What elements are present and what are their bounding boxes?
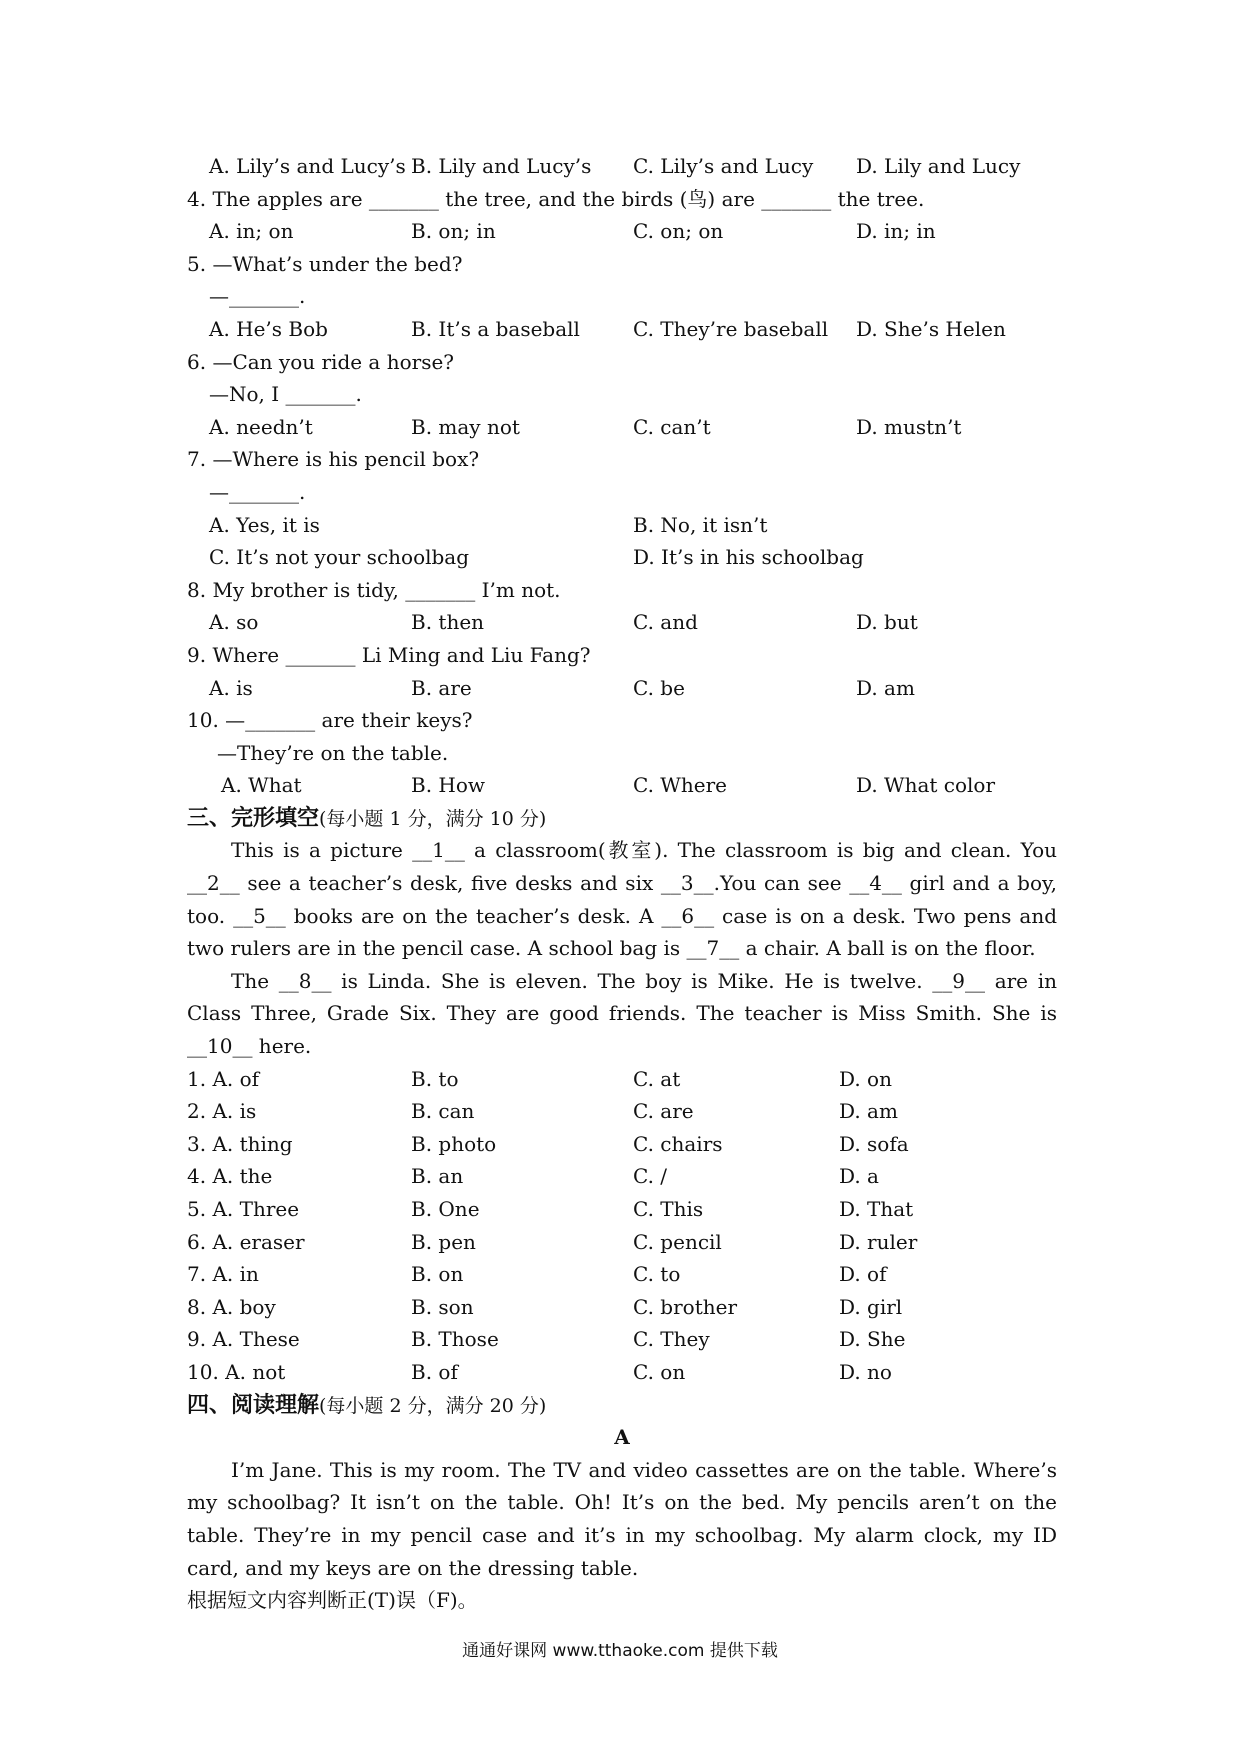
option-b: B. son xyxy=(411,1294,474,1319)
q8-options xyxy=(187,606,1057,639)
option-c: C. and xyxy=(633,610,698,635)
option-a: 8. A. boy xyxy=(187,1294,276,1319)
option-b: B. on xyxy=(411,1262,464,1287)
option-a: A. needn’t xyxy=(209,414,313,439)
option-b: B. Lily and Lucy’s xyxy=(411,154,592,178)
option-b: B. an xyxy=(411,1164,464,1189)
cloze-option-row xyxy=(187,1291,1057,1324)
option-d: D. am xyxy=(839,1099,898,1124)
cloze-option-row xyxy=(187,1128,1057,1161)
section4-heading xyxy=(187,1389,1057,1422)
option-a: 9. A. These xyxy=(187,1327,300,1352)
option-d: D. a xyxy=(839,1164,879,1189)
option-c: C. It’s not your schoolbag xyxy=(209,545,470,570)
option-a: A. is xyxy=(209,675,253,700)
option-b: B. It’s a baseball xyxy=(411,316,580,341)
option-d: D. What color xyxy=(856,773,996,798)
option-c: C. on; on xyxy=(633,219,724,244)
q10-answer-line xyxy=(187,737,1057,770)
option-d: D. ruler xyxy=(839,1229,918,1254)
q7-options-cd xyxy=(187,541,1057,574)
option-a: 2. A. is xyxy=(187,1099,257,1124)
option-d: D. It’s in his schoolbag xyxy=(633,545,864,570)
option-c: C. Lily’s and Lucy xyxy=(633,154,814,178)
option-a: 6. A. eraser xyxy=(187,1229,305,1254)
option-b: B. No, it isn’t xyxy=(633,512,768,537)
cloze-options xyxy=(187,1063,1057,1389)
option-c: C. pencil xyxy=(633,1229,722,1254)
option-d: D. am xyxy=(856,675,915,700)
option-a: 10. A. not xyxy=(187,1359,286,1384)
q6-answer-line xyxy=(187,378,1057,411)
q6-stem: 6. —Can you ride a horse? xyxy=(187,349,455,374)
option-b: B. photo xyxy=(411,1131,497,1156)
reading-paragraph: I’m Jane. This is my room. The TV and video cassettes are on the table. Where’s my schoolbag? It isn’t on the table. Oh! It’s on the bed. My pencils aren’t on the table. They’re in my pencil case and it’s in my schoolbag. My alarm clock, my ID card, and my keys are on the dressing table. xyxy=(187,1457,1057,1580)
option-d: D. girl xyxy=(839,1294,903,1319)
footer: 通通好课网 www.tthaoke.com 提供下载 xyxy=(462,1641,778,1661)
answer-line: —No, I _______. xyxy=(209,382,362,407)
q5-stem: 5. —What’s under the bed? xyxy=(187,251,463,276)
cloze-option-row xyxy=(187,1323,1057,1356)
option-d: D. but xyxy=(856,610,918,635)
q5-options xyxy=(187,313,1057,346)
q10-stem: 10. —_______ are their keys? xyxy=(187,708,473,733)
q4-options xyxy=(187,215,1057,248)
q7-answer-line xyxy=(187,476,1057,509)
option-c: C. This xyxy=(633,1197,704,1221)
option-c: C. to xyxy=(633,1262,681,1287)
answer-line: —_______. xyxy=(209,284,306,309)
q5-answer-line xyxy=(187,280,1057,313)
q7-stem: 7. —Where is his pencil box? xyxy=(187,447,480,472)
exam-page xyxy=(187,150,1057,1617)
option-d: D. in; in xyxy=(856,219,936,244)
option-d: D. She’s Helen xyxy=(856,316,1006,341)
option-c: C. chairs xyxy=(633,1131,723,1156)
option-b: B. on; in xyxy=(411,219,496,244)
option-c: C. are xyxy=(633,1099,694,1124)
section-note: (每小题 1 分，满分 10 分) xyxy=(319,807,547,830)
q3-options xyxy=(187,150,1057,183)
option-a: 1. A. of xyxy=(187,1066,260,1091)
q10-options xyxy=(187,769,1057,802)
option-a: A. Lily’s and Lucy’s xyxy=(209,154,406,178)
option-a: 7. A. in xyxy=(187,1262,259,1287)
section-title: 四、阅读理解 xyxy=(187,1391,320,1418)
q6-options xyxy=(187,411,1057,444)
q4-stem: 4. The apples are _______ the tree, and the birds (鸟) are _______ the tree. xyxy=(187,186,925,211)
option-a: A. Yes, it is xyxy=(209,512,320,537)
option-b: B. One xyxy=(411,1197,480,1221)
q7-options-ab xyxy=(187,509,1057,542)
option-a: A. What xyxy=(221,773,302,798)
option-b: B. How xyxy=(411,773,486,798)
option-b: B. are xyxy=(411,675,472,700)
option-d: D. She xyxy=(839,1327,906,1352)
cloze-option-row xyxy=(187,1226,1057,1259)
option-b: B. then xyxy=(411,610,485,635)
option-c: C. can’t xyxy=(633,414,711,439)
answer-line: —_______. xyxy=(209,479,306,504)
option-a: A. in; on xyxy=(209,219,294,244)
q9-options xyxy=(187,672,1057,705)
option-c: C. be xyxy=(633,675,685,700)
cloze-option-row xyxy=(187,1095,1057,1128)
q8-stem: 8. My brother is tidy, _______ I’m not. xyxy=(187,577,561,602)
option-c: C. brother xyxy=(633,1294,738,1319)
option-a: A. He’s Bob xyxy=(209,316,328,341)
option-d: D. sofa xyxy=(839,1131,909,1156)
option-d: D. on xyxy=(839,1066,892,1091)
option-c: C. at xyxy=(633,1066,681,1091)
cloze-paragraph-1: This is a picture __1__ a classroom(教室). The classroom is big and clean. You __2__ see a teacher’s desk, five desks and six __3__.You can see __4__ girl and a boy, too. __5__ books are on the teacher’s desk. A __6__ case is on a desk. Two pens and two rulers are in the pencil case. A school bag is __7__ a chair. A ball is on the floor. xyxy=(187,838,1057,961)
option-d: D. of xyxy=(839,1262,887,1287)
option-d: D. Lily and Lucy xyxy=(856,154,1021,178)
cloze-option-row xyxy=(187,1193,1057,1226)
cloze-option-row xyxy=(187,1258,1057,1291)
option-d: D. That xyxy=(839,1197,914,1221)
option-a: 3. A. thing xyxy=(187,1131,293,1156)
section-title: 三、完形填空 xyxy=(187,804,320,831)
cloze-option-row xyxy=(187,1063,1057,1096)
option-c: C. They’re baseball xyxy=(633,316,829,341)
option-a: 5. A. Three xyxy=(187,1197,300,1221)
option-b: B. of xyxy=(411,1359,458,1384)
option-b: B. pen xyxy=(411,1229,476,1254)
option-b: B. may not xyxy=(411,414,520,439)
reading-instruction: 根据短文内容判断正(T)误（F)。 xyxy=(187,1588,478,1613)
section3-heading xyxy=(187,802,1057,835)
cloze-option-row xyxy=(187,1160,1057,1193)
option-b: B. to xyxy=(411,1066,459,1091)
option-d: D. mustn’t xyxy=(856,414,962,439)
option-b: B. can xyxy=(411,1099,475,1124)
option-b: B. Those xyxy=(411,1327,499,1352)
passage-label: A xyxy=(614,1425,630,1450)
option-d: D. no xyxy=(839,1359,892,1384)
option-a: A. so xyxy=(209,610,259,635)
option-c: C. They xyxy=(633,1327,710,1352)
cloze-paragraph-2: The __8__ is Linda. She is eleven. The boy is Mike. He is twelve. __9__ are in Class Three, Grade Six. They are good friends. The teacher is Miss Smith. She is __10__ here. xyxy=(187,968,1057,1059)
option-c: C. on xyxy=(633,1359,686,1384)
q9-stem: 9. Where _______ Li Ming and Liu Fang? xyxy=(187,642,591,667)
section-note: (每小题 2 分，满分 20 分) xyxy=(319,1394,547,1417)
option-c: C. Where xyxy=(633,773,727,798)
cloze-option-row xyxy=(187,1356,1057,1389)
answer-line: —They’re on the table. xyxy=(217,740,449,765)
option-c: C. / xyxy=(633,1164,668,1189)
option-a: 4. A. the xyxy=(187,1164,273,1189)
